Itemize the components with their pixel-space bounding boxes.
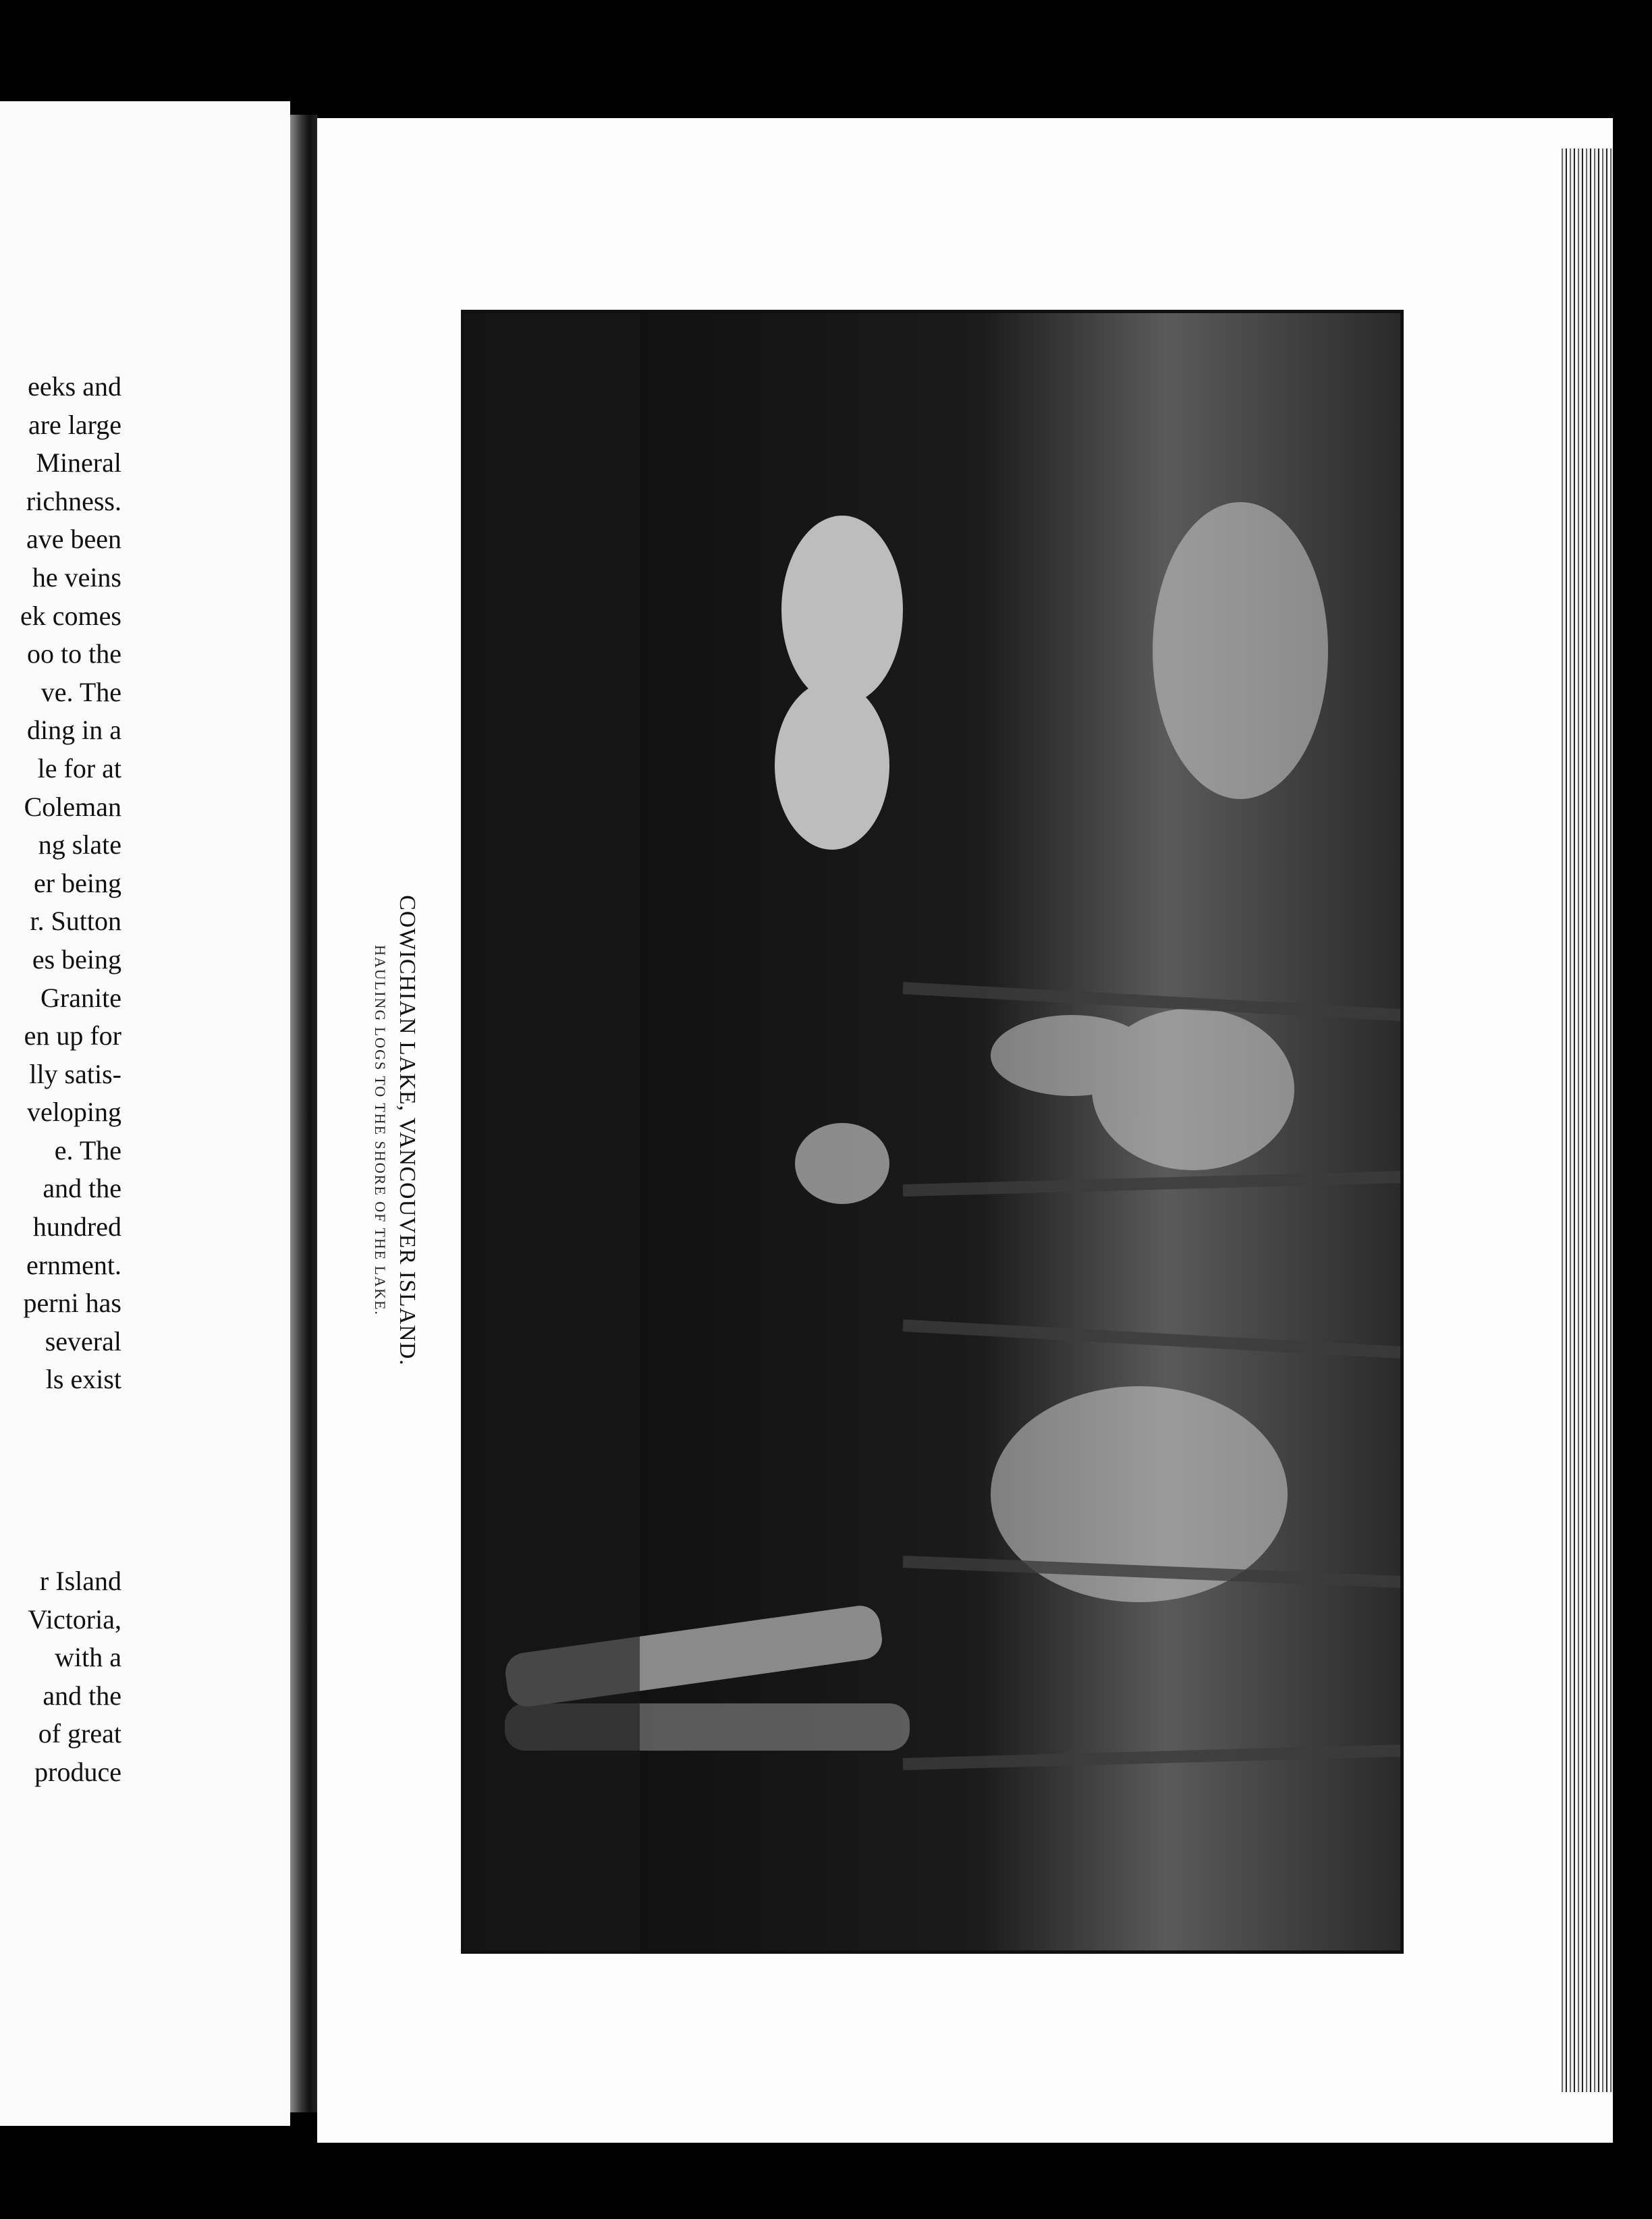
text-line: r Island — [39, 1566, 121, 1596]
text-line: ng slate — [38, 829, 121, 860]
text-line: es being — [32, 943, 121, 975]
text-line: ave been — [26, 524, 121, 555]
text-line: hundred — [32, 1211, 121, 1242]
text-line: ls exist — [45, 1364, 121, 1395]
text-line: and the — [43, 1173, 121, 1204]
text-line: of great — [38, 1718, 121, 1749]
text-line: r. Sutton — [30, 906, 121, 937]
text-line: e. The — [54, 1134, 121, 1166]
left-page-text-top — [0, 368, 121, 1399]
foreground-shadow — [464, 313, 640, 1950]
text-line: are large — [28, 409, 121, 440]
text-line: perni has — [23, 1288, 121, 1319]
text-line: ve. The — [40, 676, 121, 707]
text-line: er being — [34, 867, 121, 898]
caption-title: COWICHIAN LAKE, VANCOUVER ISLAND. — [395, 895, 420, 1366]
text-line: en up for — [24, 1020, 121, 1051]
text-line: Granite — [40, 982, 121, 1013]
text-line: oo to the — [27, 638, 121, 669]
text-line: he veins — [32, 561, 121, 593]
caption-subtitle: HAULING LOGS TO THE SHORE OF THE LAKE. — [372, 945, 389, 1316]
text-line: veloping — [27, 1097, 121, 1128]
text-line: with a — [55, 1642, 121, 1673]
text-line: Coleman — [24, 791, 121, 822]
text-line: richness. — [26, 485, 121, 516]
book-gutter — [290, 115, 317, 2112]
text-line: ding in a — [27, 715, 121, 746]
text-line: ek comes — [20, 600, 121, 631]
text-line: several — [45, 1325, 121, 1357]
photo-illustration — [464, 313, 1400, 1950]
text-line: produce — [34, 1756, 121, 1787]
page-edges — [1559, 148, 1613, 2092]
left-page-text-bottom — [0, 1562, 121, 1792]
text-line: lly satis- — [29, 1058, 121, 1089]
text-line: eeks and — [28, 371, 121, 402]
text-line: ernment. — [26, 1249, 121, 1280]
text-line: Victoria, — [28, 1604, 121, 1635]
text-line: Mineral — [36, 447, 121, 478]
photograph-logging-scene — [461, 310, 1404, 1954]
text-line: and the — [43, 1680, 121, 1711]
text-line: le for at — [37, 752, 121, 784]
